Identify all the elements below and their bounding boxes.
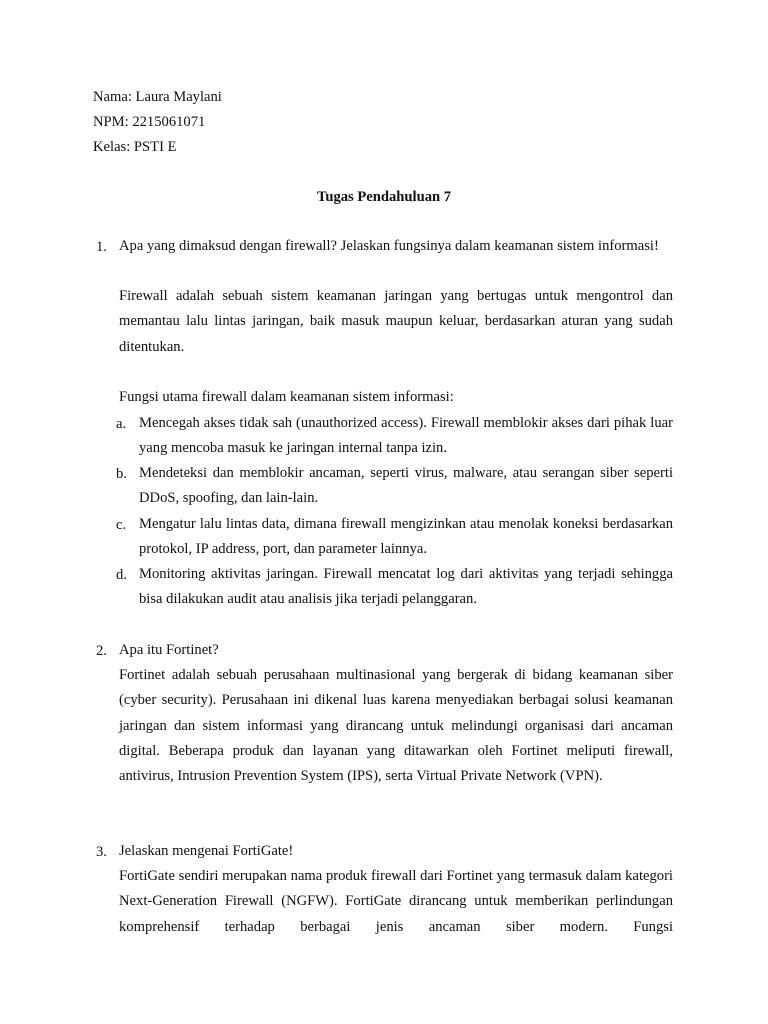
- question-2-number: 2.: [96, 643, 107, 659]
- function-c-text: Mengatur lalu lintas data, dimana firewall mengizinkan atau menolak koneksi berdasarkan protokol, IP address, port, dan parameter lainnya.: [139, 516, 673, 558]
- question-1-text: Apa yang dimaksud dengan firewall? Jelaskan fungsinya dalam keamanan sistem informasi!: [119, 238, 659, 254]
- function-b-text: Mendeteksi dan memblokir ancaman, seperti virus, malware, atau serangan siber seperti DDoS, spoofing, dan lain-lain.: [139, 465, 673, 507]
- function-a-text: Mencegah akses tidak sah (unauthorized access). Firewall memblokir akses dari pihak luar yang mencoba masuk ke jaringan internal tanpa izin.: [139, 415, 673, 457]
- question-3-text: Jelaskan mengenai FortiGate!: [119, 843, 294, 859]
- function-a-marker: a.: [116, 416, 127, 432]
- question-1-number: 1.: [96, 239, 107, 255]
- document-title: Tugas Pendahuluan 7: [316, 189, 452, 205]
- student-npm: NPM: 2215061071: [93, 114, 206, 130]
- answer-3-text: FortiGate sendiri merupakan nama produk firewall dari Fortinet yang termasuk dalam kategori Next-Generation Firewall (NGFW). FortiGate dirancang untuk memberikan perlindungan komprehensif terhadap berbagai jenis ancaman siber modern. Fungsi: [119, 868, 673, 935]
- function-d-marker: d.: [116, 567, 127, 583]
- answer-1-text: Firewall adalah sebuah sistem keamanan jaringan yang bertugas untuk mengontrol dan memantau lalu lintas jaringan, baik masuk maupun keluar, berdasarkan aturan yang sudah ditentukan.: [119, 288, 673, 355]
- function-c-marker: c.: [116, 517, 127, 533]
- student-class: Kelas: PSTI E: [93, 139, 177, 155]
- function-d-text: Monitoring aktivitas jaringan. Firewall mencatat log dari aktivitas yang terjadi sehingga bisa dilakukan audit atau analisis jika terjadi pelanggaran.: [139, 566, 673, 608]
- functions-intro: Fungsi utama firewall dalam keamanan sistem informasi:: [119, 389, 454, 405]
- question-3-number: 3.: [96, 844, 107, 860]
- student-name: Nama: Laura Maylani: [93, 89, 222, 105]
- function-b-marker: b.: [116, 466, 127, 482]
- answer-2-text: Fortinet adalah sebuah perusahaan multinasional yang bergerak di bidang keamanan siber (cyber security). Perusahaan ini dikenal luas karena menyediakan berbagai solusi keamanan jaringan dan sistem informasi yang dirancang untuk melindungi organisasi dari ancaman digital. Beberapa produk dan layanan yang ditawarkan oleh Fortinet meliputi firewall, antivirus, Intrusion Prevention System (IPS), serta Virtual Private Network (VPN).: [119, 667, 673, 785]
- question-2-text: Apa itu Fortinet?: [119, 642, 219, 658]
